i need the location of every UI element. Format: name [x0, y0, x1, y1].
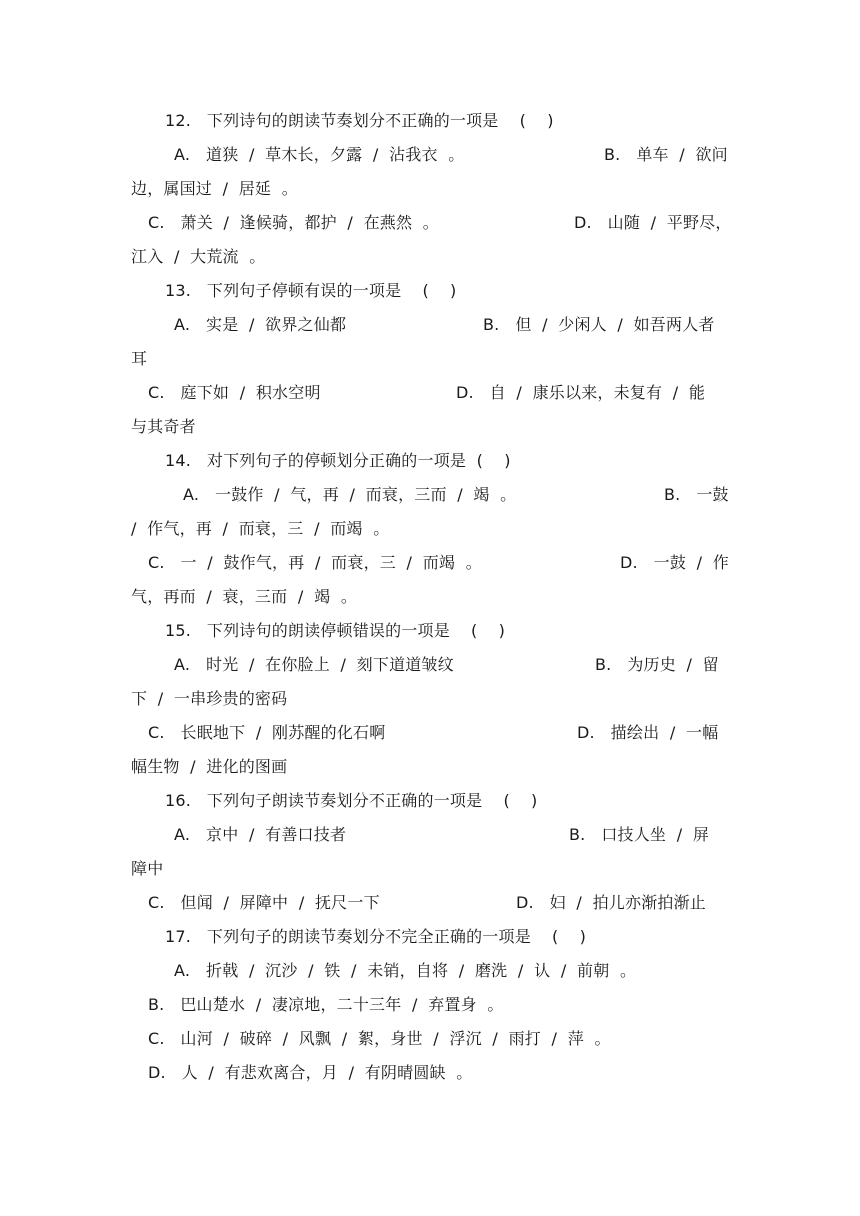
- question-12-option-b: B. 单车 / 欲问: [604, 145, 728, 164]
- question-14-option-b-continued: / 作气，再 / 而衰，三 / 而竭 。: [131, 519, 390, 538]
- question-16-option-b-continued: 障中: [131, 859, 164, 878]
- question-16-option-d: D. 妇 / 拍儿亦渐拍渐止: [516, 893, 706, 912]
- question-13-option-b-continued: 耳: [131, 349, 148, 368]
- question-13-option-a: A. 实是 / 欲界之仙都: [174, 315, 347, 334]
- question-13-option-d: D. 自 / 康乐以来，未复有 / 能: [456, 383, 706, 402]
- question-14-option-b: B. 一鼓: [664, 485, 729, 504]
- question-15-option-b: B. 为历史 / 留: [595, 655, 719, 674]
- question-17-option-a: A. 折戟 / 沉沙 / 铁 / 未销，自将 / 磨洗 / 认 / 前朝 。: [174, 961, 637, 980]
- question-13-stem: 13. 下列句子停顿有误的一项是 ( ): [165, 281, 457, 300]
- question-16-option-c: C. 但闻 / 屏障中 / 抚尺一下: [148, 893, 380, 912]
- question-15-option-d-continued: 幅生物 / 进化的图画: [131, 757, 288, 776]
- question-17-option-d: D. 人 / 有悲欢离合，月 / 有阴晴圆缺 。: [148, 1063, 473, 1082]
- question-13-option-d-continued: 与其奇者: [131, 417, 196, 436]
- question-15-stem: 15. 下列诗句的朗读停顿错误的一项是 ( ): [165, 621, 506, 640]
- question-12-option-c: C. 萧关 / 逢候骑，都护 / 在燕然 。: [148, 213, 439, 232]
- question-12-option-d: D. 山随 / 平野尽，: [574, 213, 732, 232]
- question-17-option-c: C. 山河 / 破碎 / 风飘 / 絮，身世 / 浮沉 / 雨打 / 萍 。: [148, 1029, 611, 1048]
- question-12-option-b-continued: 边，属国过 / 居延 。: [131, 179, 298, 198]
- question-14-option-d-continued: 气，再而 / 衰，三而 / 竭 。: [131, 587, 358, 606]
- question-17-stem: 17. 下列句子的朗读节奏划分不完全正确的一项是 ( ): [165, 927, 587, 946]
- question-14-option-c: C. 一 / 鼓作气，再 / 而衰，三 / 而竭 。: [148, 553, 482, 572]
- question-15-option-a: A. 时光 / 在你脸上 / 刻下道道皱纹: [174, 655, 454, 674]
- question-15-option-c: C. 长眠地下 / 刚苏醒的化石啊: [148, 723, 386, 742]
- question-14-option-a: A. 一鼓作 / 气，再 / 而衰，三而 / 竭 。: [183, 485, 517, 504]
- question-13-option-b: B. 但 / 少闲人 / 如吾两人者: [483, 315, 715, 334]
- question-12-option-d-continued: 江入 / 大荒流 。: [131, 247, 266, 266]
- question-15-option-b-continued: 下 / 一串珍贵的密码: [131, 689, 288, 708]
- question-12-option-a: A. 道狭 / 草木长，夕露 / 沾我衣 。: [174, 145, 465, 164]
- question-14-option-d: D. 一鼓 / 作: [620, 553, 729, 572]
- question-13-option-c: C. 庭下如 / 积水空明: [148, 383, 321, 402]
- question-14-stem: 14. 对下列句子的停顿划分正确的一项是 ( ): [165, 451, 511, 470]
- question-16-stem: 16. 下列句子朗读节奏划分不正确的一项是 ( ): [165, 791, 538, 810]
- question-16-option-a: A. 京中 / 有善口技者: [174, 825, 347, 844]
- question-12-stem: 12. 下列诗句的朗读节奏划分不正确的一项是 ( ): [165, 111, 554, 130]
- question-16-option-b: B. 口技人坐 / 屏: [569, 825, 710, 844]
- question-15-option-d: D. 描绘出 / 一幅: [577, 723, 719, 742]
- question-17-option-b: B. 巴山楚水 / 凄凉地，二十三年 / 弃置身 。: [148, 995, 504, 1014]
